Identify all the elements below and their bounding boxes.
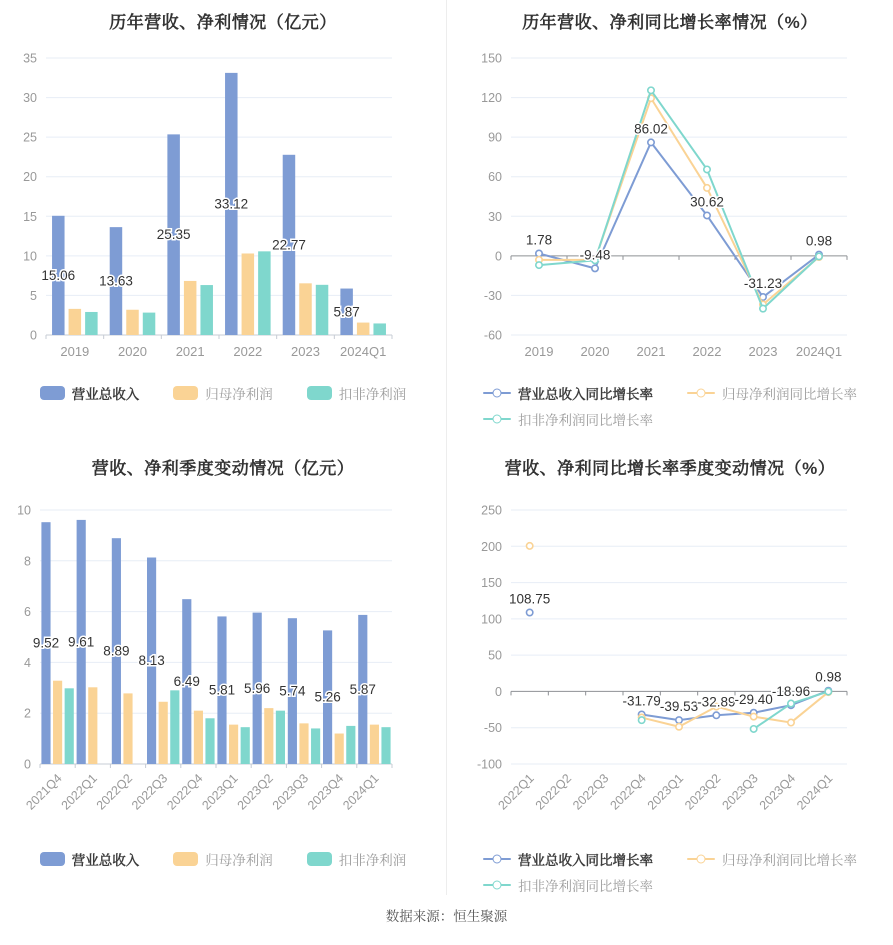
y-tick-label: 100	[481, 612, 502, 627]
y-tick-label: 90	[488, 130, 502, 145]
chart-title: 营收、净利同比增长率季度变动情况（%）	[504, 459, 836, 478]
value-label: -9.48	[579, 247, 611, 263]
y-tick-label: 30	[23, 91, 37, 106]
x-category-label: 2022Q2	[93, 771, 136, 813]
legend-row	[483, 846, 857, 872]
bar-non-gaap-2024Q1[interactable]	[373, 323, 386, 335]
bar-net-profit-2022[interactable]	[242, 253, 255, 335]
bar-non-gaap-2023Q4[interactable]	[346, 726, 355, 764]
x-category-label: 2020	[118, 344, 147, 359]
y-tick-label: 35	[23, 51, 37, 66]
bar-net-profit-2023Q2[interactable]	[264, 708, 273, 764]
legend-item-net-profit[interactable]	[173, 849, 273, 869]
value-label: 30.62	[690, 194, 724, 210]
legend-swatch-icon	[307, 852, 332, 866]
y-tick-label: 15	[23, 209, 37, 224]
chart-annual-amounts	[0, 0, 446, 440]
legend-item-net-profit-growth[interactable]	[687, 849, 857, 869]
bar-non-gaap-2023Q3[interactable]	[311, 728, 320, 764]
value-label: -29.40	[734, 691, 773, 707]
value-label: 0.98	[805, 233, 833, 249]
legend-item-revenue-growth[interactable]	[483, 849, 653, 869]
y-tick-label: -60	[483, 328, 502, 343]
data-point-revenue-growth-2023Q2[interactable]	[713, 712, 719, 718]
bar-non-gaap-2022Q3[interactable]	[170, 690, 179, 764]
y-tick-label: 10	[17, 503, 31, 518]
bar-net-profit-2022Q2[interactable]	[123, 693, 132, 764]
legend-row	[40, 846, 407, 872]
chart-canvas	[447, 40, 893, 370]
data-point-net-profit-growth-2022[interactable]	[704, 185, 710, 191]
y-tick-label: 0	[495, 249, 502, 264]
y-tick-label: 6	[24, 605, 31, 620]
bar-non-gaap-2021Q4[interactable]	[65, 688, 74, 764]
data-point-net-profit-growth-2022Q1[interactable]	[526, 543, 532, 549]
bar-net-profit-2021[interactable]	[184, 281, 197, 335]
data-point-non-gaap-growth-2023Q4[interactable]	[788, 700, 794, 706]
legend-label: 归母净利润同比增长率	[722, 387, 857, 402]
legend-line-marker-icon	[483, 879, 511, 891]
chart-annual-growth	[446, 0, 893, 440]
bar-net-profit-2023Q4[interactable]	[335, 734, 344, 764]
y-tick-label: 150	[481, 51, 502, 66]
data-point-revenue-growth-2020[interactable]	[592, 265, 598, 271]
legend-swatch-icon	[307, 386, 332, 400]
bar-net-profit-2024Q1[interactable]	[370, 725, 379, 764]
y-tick-label: 5	[30, 288, 37, 303]
bar-non-gaap-2022Q4[interactable]	[205, 718, 214, 764]
x-category-label: 2023	[748, 344, 778, 359]
chart-title: 历年营收、净利同比增长率情况（%）	[522, 13, 818, 32]
y-tick-label: 25	[23, 130, 37, 145]
y-tick-label: 120	[481, 91, 502, 106]
chart-quarterly-amounts	[0, 440, 446, 895]
value-label: 1.78	[525, 232, 553, 248]
bar-net-profit-2023Q1[interactable]	[229, 725, 238, 764]
x-category-label: 2023Q2	[682, 771, 724, 813]
legend-label: 营业总收入同比增长率	[518, 853, 653, 868]
data-point-revenue-growth-2023Q1[interactable]	[676, 717, 682, 723]
data-point-revenue-growth-2022[interactable]	[704, 212, 710, 218]
x-category-label: 2023Q1	[644, 771, 687, 813]
data-source-note: 数据来源：恒生聚源	[385, 909, 508, 924]
y-tick-label: 0	[24, 757, 31, 772]
x-category-label: 2022Q4	[607, 771, 649, 813]
data-point-net-profit-growth-2023Q4[interactable]	[788, 719, 794, 725]
value-label: 5.26	[314, 689, 341, 705]
legend	[40, 380, 407, 406]
x-category-label: 2022	[233, 344, 263, 359]
value-label: -31.23	[743, 276, 783, 292]
y-tick-label: 150	[481, 576, 502, 591]
value-label: -32.89	[697, 694, 736, 710]
chart-title: 历年营收、净利情况（亿元）	[109, 13, 337, 32]
x-category-label: 2023Q4	[756, 771, 799, 813]
x-category-label: 2022Q3	[128, 771, 171, 813]
legend-line-marker-icon	[483, 413, 511, 425]
x-category-label: 2023Q3	[719, 771, 761, 813]
value-label: 5.96	[244, 680, 271, 696]
data-point-revenue-growth-2021[interactable]	[648, 139, 654, 145]
data-point-non-gaap-growth-2023Q3[interactable]	[750, 726, 756, 732]
x-category-label: 2022Q4	[164, 771, 206, 813]
y-tick-label: -30	[483, 288, 502, 303]
legend-label: 扣非净利润	[338, 853, 407, 868]
data-point-non-gaap-growth-2022Q4[interactable]	[638, 717, 644, 723]
bar-non-gaap-2021[interactable]	[200, 285, 213, 335]
value-label: 25.35	[156, 227, 191, 243]
legend-row	[40, 380, 407, 406]
bar-net-profit-2021Q4[interactable]	[53, 681, 62, 764]
x-category-label: 2020	[580, 344, 610, 359]
legend-swatch-icon	[40, 852, 65, 866]
legend-item-revenue-growth[interactable]	[483, 383, 653, 403]
legend-label: 扣非净利润同比增长率	[518, 413, 653, 428]
value-label: 6.49	[173, 674, 200, 690]
value-label: 86.02	[634, 121, 668, 137]
value-label: 8.13	[138, 653, 165, 669]
bar-non-gaap-2019[interactable]	[85, 312, 98, 335]
data-point-non-gaap-growth-2024Q1[interactable]	[825, 688, 831, 694]
legend-label: 扣非净利润同比增长率	[518, 879, 653, 894]
legend-line-marker-icon	[687, 387, 715, 399]
value-label: 5.87	[349, 681, 376, 697]
legend-item-non-gaap[interactable]	[307, 383, 407, 403]
value-label: 9.52	[32, 635, 60, 651]
x-category-label: 2024Q1	[340, 771, 382, 813]
y-tick-label: 2	[24, 706, 31, 721]
x-category-label: 2024Q1	[340, 344, 387, 359]
bar-non-gaap-2023[interactable]	[316, 285, 329, 335]
bar-net-profit-2022Q1[interactable]	[88, 687, 97, 764]
legend-label: 营业总收入	[71, 387, 140, 402]
x-category-label: 2022Q3	[570, 771, 612, 813]
x-category-label: 2024Q1	[795, 344, 843, 359]
y-tick-label: 10	[23, 249, 37, 264]
y-tick-label: 30	[488, 209, 502, 224]
data-point-non-gaap-growth-2019[interactable]	[536, 262, 542, 268]
bar-net-profit-2022Q4[interactable]	[194, 711, 203, 764]
legend-label: 归母净利润同比增长率	[722, 853, 857, 868]
legend-item-non-gaap-growth[interactable]	[483, 409, 653, 429]
data-point-non-gaap-growth-2021[interactable]	[648, 87, 654, 93]
y-tick-label: 60	[488, 170, 502, 185]
value-label: 5.81	[208, 682, 236, 698]
bar-non-gaap-2023Q1[interactable]	[241, 727, 250, 764]
x-category-label: 2023Q2	[234, 771, 276, 813]
legend	[483, 846, 857, 895]
x-category-label: 2019	[524, 344, 554, 359]
x-category-label: 2023	[291, 344, 320, 359]
value-label: 13.63	[99, 273, 133, 289]
x-category-label: 2019	[60, 344, 90, 359]
data-point-net-profit-growth-2023Q3[interactable]	[750, 713, 756, 719]
chart-canvas	[0, 40, 446, 370]
bar-non-gaap-2020[interactable]	[143, 313, 156, 335]
legend-row	[483, 380, 857, 406]
data-point-non-gaap-growth-2022[interactable]	[704, 166, 710, 172]
legend-line-marker-icon	[687, 853, 715, 865]
legend-label: 营业总收入同比增长率	[518, 387, 653, 402]
value-label: 22.77	[272, 237, 306, 253]
bar-net-profit-2022Q3[interactable]	[159, 702, 168, 764]
legend-row	[483, 872, 857, 895]
value-label: 0.98	[815, 669, 842, 685]
legend-item-revenue[interactable]	[40, 383, 140, 403]
bar-non-gaap-2023Q2[interactable]	[276, 711, 285, 764]
value-label: -31.79	[622, 693, 661, 709]
y-tick-label: 50	[488, 648, 502, 663]
bar-net-profit-2019[interactable]	[69, 309, 82, 335]
data-point-non-gaap-growth-2023[interactable]	[760, 305, 766, 311]
x-category-label: 2023Q3	[269, 771, 312, 813]
bar-net-profit-2023Q3[interactable]	[299, 723, 308, 764]
y-tick-label: 0	[30, 328, 37, 343]
value-label: 108.75	[509, 591, 551, 607]
data-point-non-gaap-growth-2024Q1[interactable]	[816, 253, 822, 259]
y-tick-label: -100	[476, 757, 502, 772]
legend-label: 归母净利润	[205, 853, 273, 868]
legend-line-marker-icon	[483, 853, 511, 865]
value-label: 33.12	[214, 196, 249, 212]
chart-title: 营收、净利季度变动情况（亿元）	[91, 459, 355, 478]
value-label: -18.96	[771, 684, 811, 700]
bar-non-gaap-2024Q1[interactable]	[381, 727, 390, 764]
series-line-revenue-growth	[539, 142, 819, 297]
legend-item-revenue[interactable]	[40, 849, 140, 869]
x-category-label: 2022Q1	[495, 771, 537, 813]
x-category-label: 2021	[175, 344, 205, 359]
x-category-label: 2021	[636, 344, 666, 359]
legend-label: 归母净利润	[205, 387, 273, 402]
legend-line-marker-icon	[483, 387, 511, 399]
x-category-label: 2024Q1	[794, 771, 836, 813]
x-category-label: 2023Q1	[199, 771, 241, 813]
value-label: 15.06	[41, 267, 76, 283]
x-category-label: 2022Q1	[58, 771, 100, 813]
x-category-label: 2021Q4	[23, 771, 65, 813]
data-point-net-profit-growth-2023Q1[interactable]	[676, 724, 682, 730]
legend	[40, 846, 407, 872]
legend	[483, 380, 857, 432]
bar-non-gaap-2022[interactable]	[258, 251, 271, 335]
legend-label: 扣非净利润	[338, 387, 407, 402]
legend-swatch-icon	[173, 386, 198, 400]
data-point-revenue-growth-2022Q1[interactable]	[526, 609, 532, 615]
x-category-label: 2022	[692, 344, 722, 359]
x-category-label: 2022Q2	[532, 771, 575, 813]
legend-item-net-profit[interactable]	[173, 383, 273, 403]
chart-canvas	[0, 486, 446, 836]
chart-quarterly-growth	[446, 440, 893, 895]
value-label: -39.53	[659, 699, 699, 715]
y-tick-label: -50	[483, 721, 502, 736]
legend-label: 营业总收入	[71, 853, 140, 868]
y-tick-label: 8	[24, 554, 31, 569]
legend-item-non-gaap[interactable]	[307, 849, 407, 869]
y-tick-label: 0	[495, 684, 502, 699]
chart-canvas	[447, 486, 893, 836]
legend-swatch-icon	[40, 386, 65, 400]
y-tick-label: 20	[23, 170, 37, 185]
y-tick-label: 200	[481, 539, 502, 554]
legend-item-non-gaap-growth[interactable]	[483, 875, 653, 895]
x-category-label: 2023Q4	[304, 771, 347, 813]
value-label: 8.89	[103, 643, 130, 659]
data-point-revenue-growth-2019[interactable]	[536, 250, 542, 256]
value-label: 5.74	[279, 683, 306, 699]
y-tick-label: 250	[481, 503, 502, 518]
bar-net-profit-2020[interactable]	[126, 310, 139, 335]
legend-swatch-icon	[173, 852, 198, 866]
bar-net-profit-2023[interactable]	[299, 283, 312, 335]
legend-item-net-profit-growth[interactable]	[687, 383, 857, 403]
value-label: 5.87	[333, 304, 360, 320]
y-tick-label: 4	[24, 655, 31, 670]
bar-net-profit-2024Q1[interactable]	[357, 323, 370, 335]
value-label: 9.61	[68, 634, 95, 650]
legend-row	[483, 406, 857, 432]
